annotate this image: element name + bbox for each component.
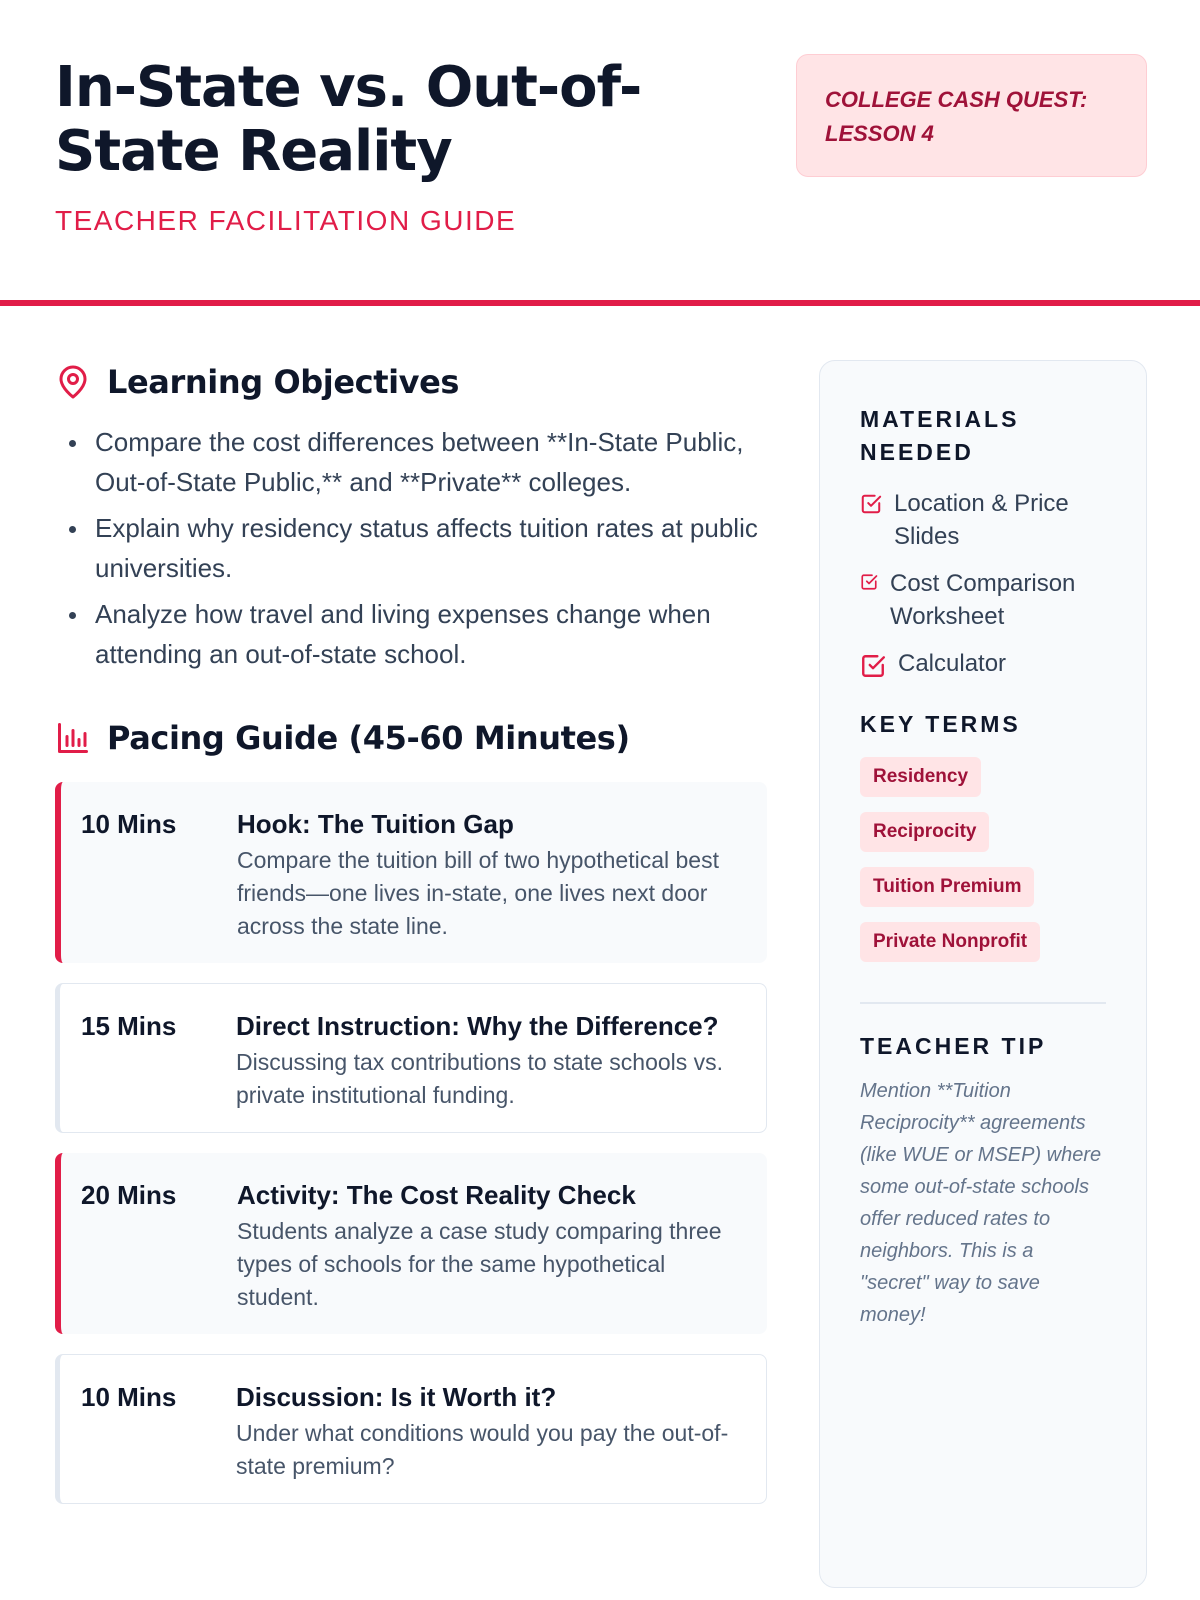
page-header xyxy=(0,0,1200,306)
objectives-heading: Learning Objectives xyxy=(107,363,460,401)
bar-chart-icon xyxy=(55,720,91,756)
pacing-time: 15 Mins xyxy=(81,1011,177,1041)
pacing-heading: Pacing Guide (45-60 Minutes) xyxy=(107,719,630,757)
key-terms-list xyxy=(860,757,1106,977)
pacing-card xyxy=(55,1153,767,1334)
teacher-tip-label: TEACHER TIP xyxy=(860,1032,1047,1059)
checkbox-checked-icon xyxy=(860,493,882,515)
pacing-time: 10 Mins xyxy=(81,1382,177,1412)
pacing-desc: Under what conditions would you pay the out-of-state premium? xyxy=(236,1420,729,1479)
sidebar xyxy=(819,360,1147,1588)
objectives-heading-row xyxy=(55,360,767,404)
material-label: Location & Price Slides xyxy=(894,490,1069,550)
pacing-body xyxy=(236,1377,742,1483)
pacing-title: Activity: The Cost Reality Check xyxy=(237,1180,636,1210)
pacing-desc: Students analyze a case study comparing three types of schools for the same hypothetical student. xyxy=(237,1218,722,1310)
key-term-tag: Residency xyxy=(860,757,981,797)
pacing-body xyxy=(236,1006,742,1112)
map-pin-icon xyxy=(55,363,91,401)
main-content xyxy=(55,360,767,1524)
materials-list xyxy=(860,487,1106,680)
lesson-badge xyxy=(796,54,1147,177)
material-label: Cost Comparison Worksheet xyxy=(890,570,1076,630)
list-item xyxy=(860,487,1106,553)
pacing-time: 20 Mins xyxy=(81,1180,177,1210)
pacing-desc: Compare the tuition bill of two hypothetical best friends—one lives in-state, one lives next door across the state line. xyxy=(237,847,719,939)
pacing-time: 10 Mins xyxy=(81,809,177,839)
page-subtitle: TEACHER FACILITATION GUIDE xyxy=(55,205,517,236)
pacing-card xyxy=(55,1354,767,1504)
lesson-badge-line2: LESSON 4 xyxy=(825,121,934,146)
key-term-tag: Reciprocity xyxy=(860,812,989,852)
lesson-badge-line1: COLLEGE CASH QUEST: xyxy=(825,87,1088,112)
teacher-tip-text: Mention **Tuition Reciprocity** agreements (like WUE or MSEP) where some out-of-state schools offer reduced rates to neighbors. This is a "secret" way to save money! xyxy=(860,1079,1102,1326)
materials-label: MATERIALS NEEDED xyxy=(860,406,1020,465)
pacing-card xyxy=(55,983,767,1133)
checkbox-checked-icon xyxy=(860,653,886,679)
pacing-heading-row xyxy=(55,716,767,760)
pacing-title: Direct Instruction: Why the Difference? xyxy=(236,1011,719,1041)
pacing-title: Hook: The Tuition Gap xyxy=(237,809,514,839)
key-terms-label: KEY TERMS xyxy=(860,711,1021,737)
list-item xyxy=(860,567,1106,633)
pacing-list xyxy=(55,782,767,1504)
list-item: Explain why residency status affects tuition rates at public universities. xyxy=(95,508,767,588)
pacing-body xyxy=(237,1175,743,1314)
list-item: Compare the cost differences between **In-State Public, Out-of-State Public,** and **Private** colleges. xyxy=(95,422,767,502)
key-term-tag: Tuition Premium xyxy=(860,867,1034,907)
key-term-tag: Private Nonprofit xyxy=(860,922,1040,962)
pacing-body xyxy=(237,804,743,943)
pacing-card xyxy=(55,782,767,963)
objectives-list xyxy=(55,422,767,674)
list-item: Analyze how travel and living expenses change when attending an out-of-state school. xyxy=(95,594,767,674)
pacing-desc: Discussing tax contributions to state schools vs. private institutional funding. xyxy=(236,1049,724,1108)
pacing-title: Discussion: Is it Worth it? xyxy=(236,1382,557,1412)
material-label: Calculator xyxy=(898,650,1007,677)
list-item xyxy=(860,647,1106,680)
divider xyxy=(860,1002,1106,1004)
page-title: In-State vs. Out-of-State Reality xyxy=(55,55,642,184)
checkbox-checked-icon xyxy=(860,573,878,591)
